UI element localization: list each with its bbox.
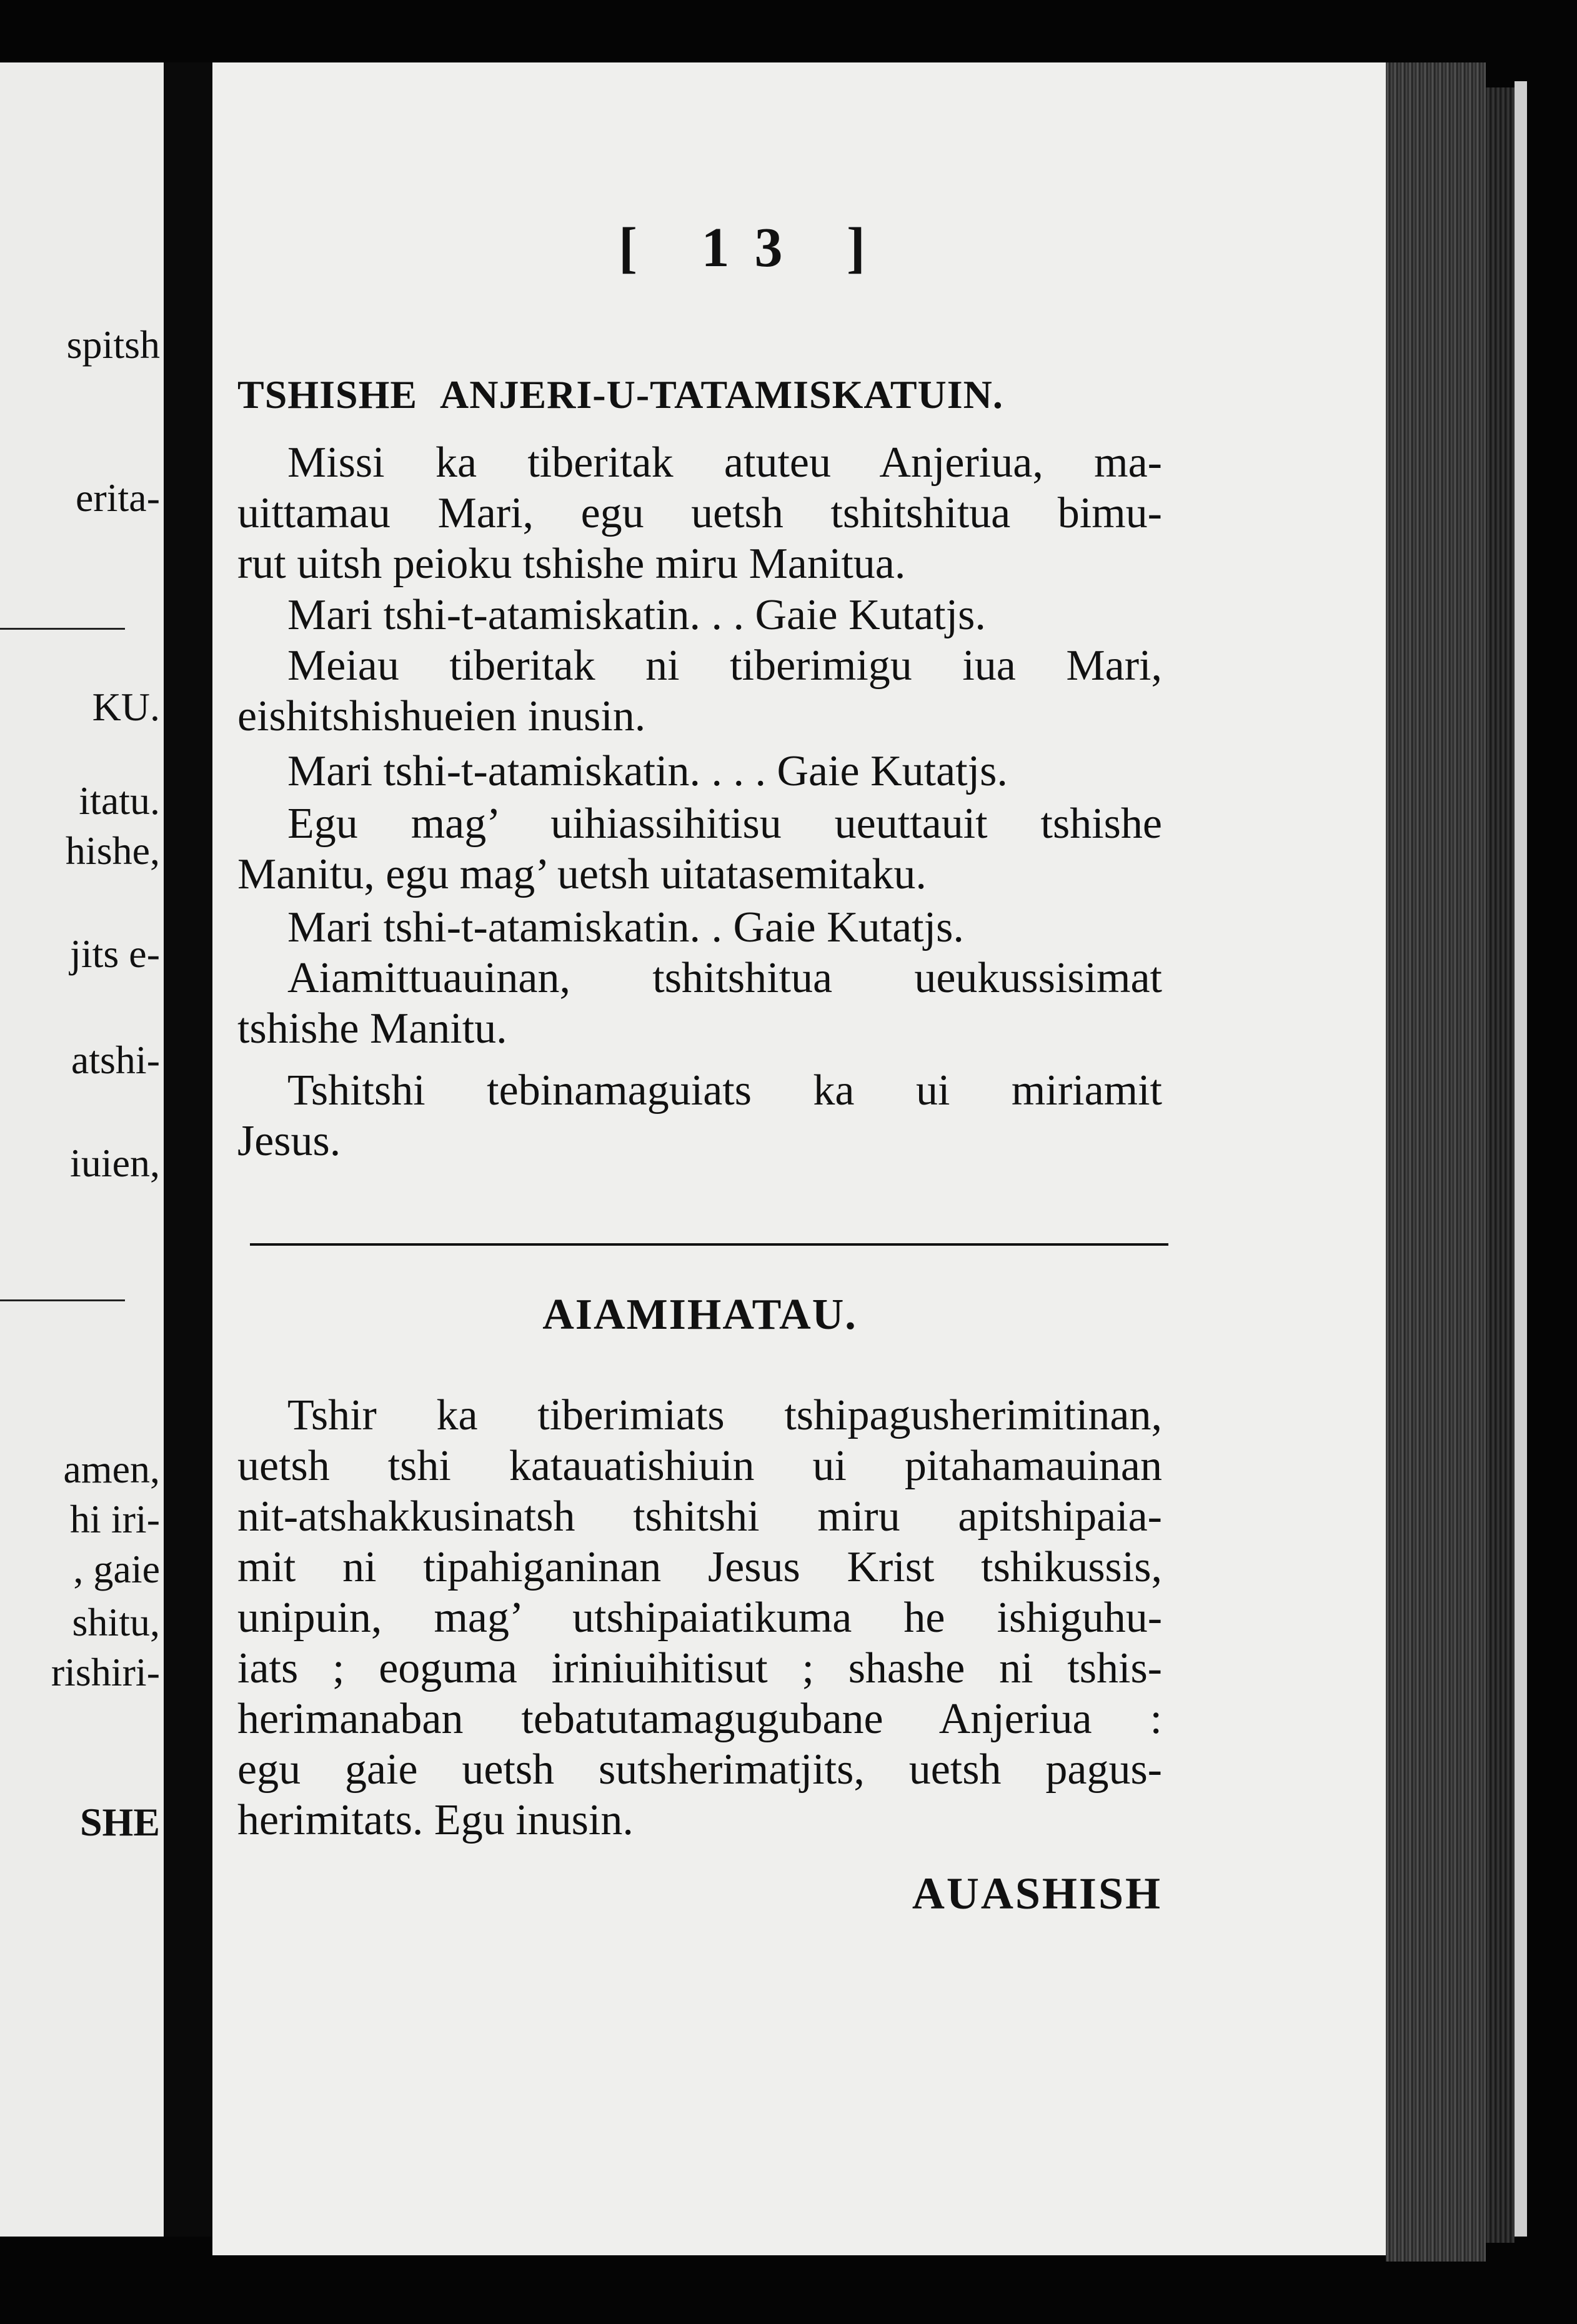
left-page-fragment: KU. [92, 685, 160, 729]
response-line: Mari tshi-t-atamiskatin. . . Gaie Kutatjs. [287, 591, 986, 639]
response-line: Mari tshi-t-atamiskatin. . Gaie Kutatjs. [287, 903, 964, 951]
text-line: Tshir ka tiberimiats tshipagusherimitinan, [287, 1391, 1162, 1439]
paragraph [237, 798, 1162, 900]
text-line: uittamau Mari, egu uetsh tshitshitua bimu- [237, 489, 1162, 537]
section-heading: AIAMIHATAU. [542, 1291, 857, 1339]
book-cover-edge [1515, 81, 1527, 2237]
left-page-rule [0, 628, 125, 630]
text-line: uetsh tshi katauatishiuin ui pitahamauinan [237, 1442, 1162, 1490]
text-line: mit ni tipahiganinan Jesus Krist tshikussis, [237, 1543, 1162, 1591]
catchword: AUASHISH [912, 1869, 1162, 1919]
page-number: [ 13 ] [619, 217, 890, 279]
left-page-fragment: amen, [63, 1447, 160, 1491]
book-page-edges [1386, 62, 1486, 2262]
left-page-fragment: jits e- [70, 931, 160, 976]
text-line: herimanaban tebatutamagugubane Anjeriua : [237, 1695, 1162, 1743]
left-page-fragment: shitu, [72, 1600, 160, 1644]
left-page-rule [0, 1299, 125, 1301]
left-page-fragment: erita- [76, 475, 160, 520]
book-page [212, 62, 1387, 2255]
book-gutter [164, 62, 212, 2237]
text-line: egu gaie uetsh sutsherimatjits, uetsh pagus- [237, 1745, 1162, 1794]
prayer-heading-word: ANJERI-U-TATAMISKATUIN. [440, 372, 1003, 417]
left-page [0, 62, 164, 2237]
text-line: Tshitshi tebinamaguiats ka ui miriamit [287, 1066, 1162, 1115]
text-line: Manitu, egu mag’ uetsh uitatasemitaku. [237, 850, 927, 898]
paragraph [237, 1065, 1162, 1166]
text-line: Egu mag’ uihiassihitisu ueuttauit tshishe [287, 800, 1162, 848]
text-line: Missi ka tiberitak atuteu Anjeriua, ma- [287, 439, 1162, 487]
text-line: iats ; eoguma iriniuihitisut ; shashe ni tshis- [237, 1644, 1162, 1692]
left-page-fragment: itatu. [79, 778, 160, 823]
left-page-fragment: , gaie [73, 1547, 160, 1591]
text-line: nit-atshakkusinatsh tshitshi miru apitshipaia- [237, 1492, 1162, 1541]
text-line: tshishe Manitu. [237, 1005, 507, 1053]
text-line: eishitshishueien inusin. [237, 692, 646, 740]
left-page-fragment: spitsh [66, 322, 160, 367]
prayer-heading-word: TSHISHE [237, 372, 418, 417]
left-page-fragment: hi iri- [70, 1497, 160, 1541]
text-line: rut uitsh peioku tshishe miru Manitua. [237, 540, 906, 588]
text-line: Jesus. [237, 1117, 341, 1165]
left-page-fragment: atshi- [71, 1038, 160, 1082]
left-page-fragment: iuien, [70, 1141, 160, 1185]
left-page-fragment: SHE [79, 1800, 160, 1844]
text-line: unipuin, mag’ utshipaiatikuma he ishiguhu- [237, 1594, 1162, 1642]
paragraph [237, 953, 1162, 1054]
text-line: Meiau tiberitak ni tiberimigu iua Mari, [287, 642, 1162, 690]
paragraph [237, 437, 1162, 589]
left-page-fragment: rishiri- [51, 1650, 160, 1694]
left-page-fragment: hishe, [65, 828, 160, 873]
paragraph [237, 640, 1162, 742]
paragraph [237, 1390, 1162, 1845]
response-line: Mari tshi-t-atamiskatin. . . . Gaie Kutatjs. [287, 747, 1008, 795]
section-divider [250, 1243, 1168, 1246]
text-line: Aiamittuauinan, tshitshitua ueukussisimat [287, 954, 1162, 1002]
book-page-edges-dark [1486, 87, 1515, 2243]
prayer-heading [237, 372, 1003, 418]
text-line: herimitats. Egu inusin. [237, 1796, 634, 1844]
